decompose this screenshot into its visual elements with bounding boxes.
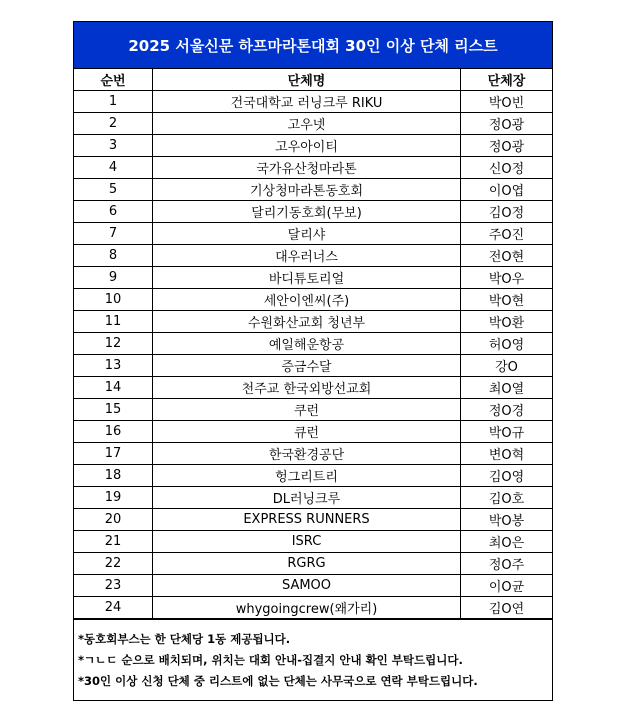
row-group-name: 달리기동호회(무보) <box>153 201 461 223</box>
row-group-leader: 박O봉 <box>461 509 553 531</box>
table-row <box>74 91 552 113</box>
row-group-name: SAMOO <box>153 575 461 597</box>
row-group-name: 고우아이티 <box>153 135 461 157</box>
header-number: 순번 <box>74 69 153 91</box>
notes-section <box>74 619 552 700</box>
header-group-leader: 단체장 <box>461 69 553 91</box>
row-number: 13 <box>74 355 153 377</box>
row-number: 23 <box>74 575 153 597</box>
note-placement: *ㄱㄴㄷ 순으로 배치되며, 위치는 대회 안내-집결지 안내 확인 부탁드립니다. <box>78 653 463 667</box>
row-group-leader: 이O균 <box>461 575 553 597</box>
header-group-name: 단체명 <box>153 69 461 91</box>
row-group-name: 천주교 한국외방선교회 <box>153 377 461 399</box>
row-group-leader: 정O광 <box>461 113 553 135</box>
table-body <box>74 91 552 619</box>
row-group-leader: 변O혁 <box>461 443 553 465</box>
row-group-name: 바디튜토리얼 <box>153 267 461 289</box>
table-row <box>74 399 552 421</box>
table-row <box>74 223 552 245</box>
table-row <box>74 113 552 135</box>
table-row <box>74 553 552 575</box>
table-row <box>74 487 552 509</box>
row-group-leader: 김O연 <box>461 597 553 619</box>
row-group-leader: 김O영 <box>461 465 553 487</box>
row-group-leader: 정O주 <box>461 553 553 575</box>
row-number: 14 <box>74 377 153 399</box>
row-group-name: 국가유산청마라톤 <box>153 157 461 179</box>
row-group-leader: 박O우 <box>461 267 553 289</box>
row-number: 21 <box>74 531 153 553</box>
table-row <box>74 157 552 179</box>
row-number: 1 <box>74 91 153 113</box>
row-group-leader: 박O빈 <box>461 91 553 113</box>
row-number: 16 <box>74 421 153 443</box>
row-number: 17 <box>74 443 153 465</box>
table-row <box>74 135 552 157</box>
row-number: 19 <box>74 487 153 509</box>
row-group-leader: 김O정 <box>461 201 553 223</box>
table-row <box>74 443 552 465</box>
table-row <box>74 201 552 223</box>
table-row <box>74 597 552 619</box>
page-title: 2025 서울신문 하프마라톤대회 30인 이상 단체 리스트 <box>74 22 552 69</box>
row-group-name: RGRG <box>153 553 461 575</box>
row-number: 4 <box>74 157 153 179</box>
row-group-leader: 정O경 <box>461 399 553 421</box>
row-group-leader: 전O현 <box>461 245 553 267</box>
table-row <box>74 333 552 355</box>
row-group-leader: 김O호 <box>461 487 553 509</box>
row-group-leader: 박O규 <box>461 421 553 443</box>
row-group-name: 쿠런 <box>153 399 461 421</box>
row-number: 12 <box>74 333 153 355</box>
row-group-name: 고우넷 <box>153 113 461 135</box>
table-row <box>74 179 552 201</box>
row-group-name: 큐런 <box>153 421 461 443</box>
table-row <box>74 509 552 531</box>
row-group-leader: 박O환 <box>461 311 553 333</box>
table-row <box>74 311 552 333</box>
row-group-name: 예일해운항공 <box>153 333 461 355</box>
row-number: 8 <box>74 245 153 267</box>
row-group-name: whygoingcrew(왜가리) <box>153 597 461 619</box>
table-row <box>74 267 552 289</box>
row-number: 15 <box>74 399 153 421</box>
group-list-sheet <box>73 21 553 701</box>
row-group-leader: 최O은 <box>461 531 553 553</box>
row-group-name: ISRC <box>153 531 461 553</box>
table-row <box>74 289 552 311</box>
table-row <box>74 377 552 399</box>
row-group-name: 기상청마라톤동호회 <box>153 179 461 201</box>
row-group-name: 수원화산교회 청년부 <box>153 311 461 333</box>
row-number: 20 <box>74 509 153 531</box>
row-group-name: 세안이엔씨(주) <box>153 289 461 311</box>
row-group-leader: 허O영 <box>461 333 553 355</box>
row-group-name: 대우러너스 <box>153 245 461 267</box>
row-number: 2 <box>74 113 153 135</box>
note-booth: *동호회부스는 한 단체당 1동 제공됩니다. <box>78 632 291 646</box>
row-group-name: 건국대학교 러닝크루 RIKU <box>153 91 461 113</box>
row-group-name: 증금수달 <box>153 355 461 377</box>
row-number: 24 <box>74 597 153 619</box>
row-number: 9 <box>74 267 153 289</box>
row-group-leader: 박O현 <box>461 289 553 311</box>
row-number: 18 <box>74 465 153 487</box>
row-group-name: 달리샤 <box>153 223 461 245</box>
table-row <box>74 575 552 597</box>
table-row <box>74 245 552 267</box>
row-group-name: 헝그리트리 <box>153 465 461 487</box>
note-contact: *30인 이상 신청 단체 중 리스트에 없는 단체는 사무국으로 연락 부탁드립니다. <box>78 674 478 688</box>
row-group-leader: 이O엽 <box>461 179 553 201</box>
row-group-leader: 강O <box>461 355 553 377</box>
row-number: 10 <box>74 289 153 311</box>
row-number: 6 <box>74 201 153 223</box>
row-number: 7 <box>74 223 153 245</box>
table-row <box>74 355 552 377</box>
row-number: 3 <box>74 135 153 157</box>
row-group-leader: 최O열 <box>461 377 553 399</box>
row-group-name: EXPRESS RUNNERS <box>153 509 461 531</box>
row-group-leader: 정O광 <box>461 135 553 157</box>
table-header-row <box>74 69 552 91</box>
row-number: 11 <box>74 311 153 333</box>
table-row <box>74 531 552 553</box>
row-group-name: DL러닝크루 <box>153 487 461 509</box>
row-number: 5 <box>74 179 153 201</box>
table-row <box>74 421 552 443</box>
row-group-leader: 신O정 <box>461 157 553 179</box>
table-row <box>74 465 552 487</box>
row-group-leader: 주O진 <box>461 223 553 245</box>
row-number: 22 <box>74 553 153 575</box>
row-group-name: 한국환경공단 <box>153 443 461 465</box>
group-table <box>74 69 552 619</box>
